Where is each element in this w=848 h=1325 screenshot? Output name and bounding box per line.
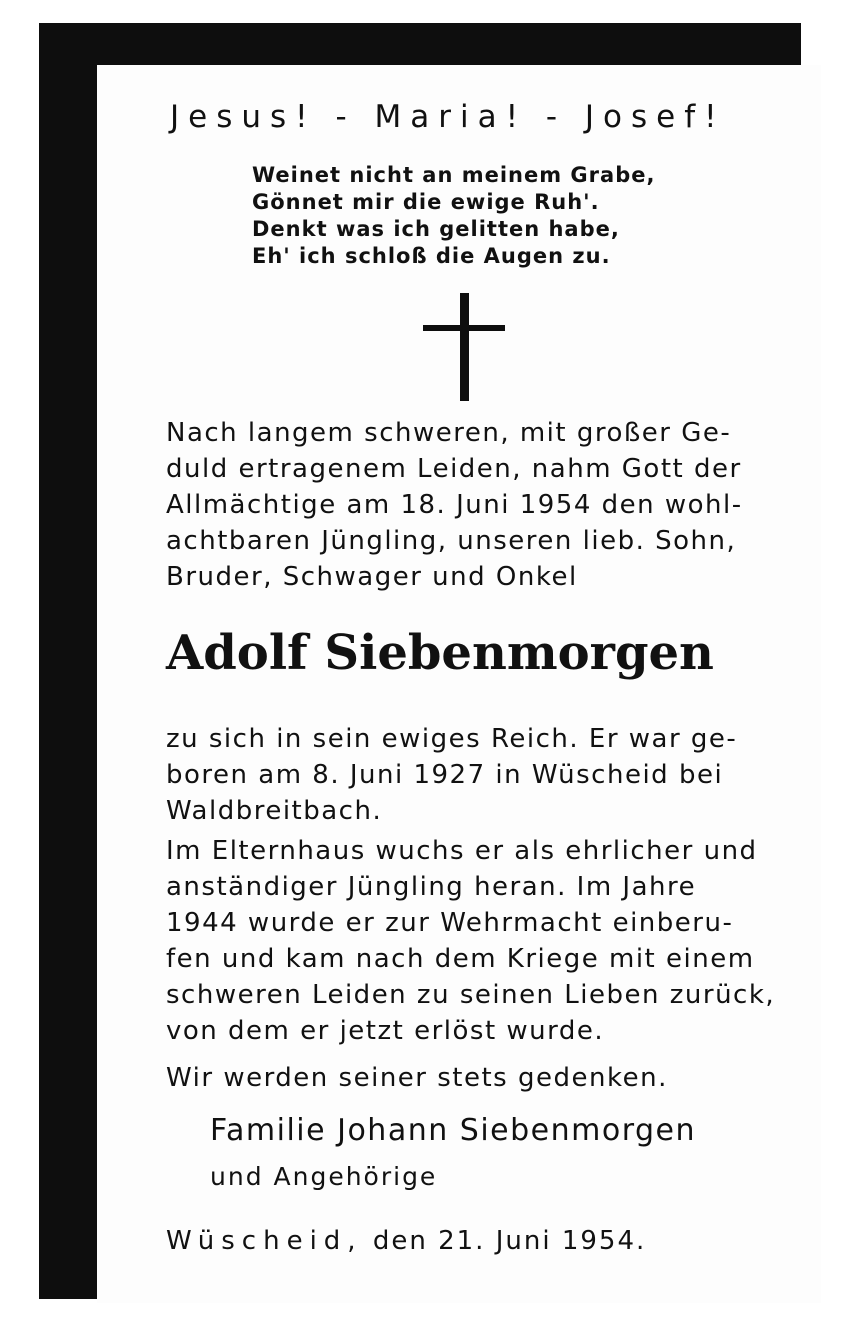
memorial-verse [252, 162, 655, 270]
place-date-line [166, 1223, 646, 1259]
text-line: von dem er jetzt erlöst wurde. [166, 1016, 605, 1046]
text-line: fen und kam nach dem Kriege mit einem [166, 944, 755, 974]
place-name: Wüscheid, [166, 1226, 363, 1256]
verse-line: Gönnet mir die ewige Ruh'. [252, 190, 600, 214]
signer-relatives: und Angehörige [210, 1162, 438, 1191]
text-line: boren am 8. Juni 1927 in Wüscheid bei [166, 760, 724, 790]
text-line: 1944 wurde er zur Wehrmacht einberu- [166, 908, 734, 938]
invocation-heading: Jesus! - Maria! - Josef! [170, 99, 726, 135]
cross-horizontal-bar [423, 325, 505, 331]
text-line: Allmächtige am 18. Juni 1954 den wohl- [166, 490, 743, 520]
deceased-name: Adolf Siebenmorgen [166, 625, 714, 681]
verse-line: Denkt was ich gelitten habe, [252, 217, 620, 241]
text-line: schweren Leiden zu seinen Lieben zurück, [166, 980, 776, 1010]
text-line: zu sich in sein ewiges Reich. Er war ge- [166, 724, 738, 754]
text-line: duld ertragenem Leiden, nahm Gott der [166, 454, 742, 484]
date-text: den 21. Juni 1954. [372, 1226, 647, 1256]
verse-line: Weinet nicht an meinem Grabe, [252, 163, 656, 187]
mourning-border [39, 23, 801, 1299]
text-line: anständiger Jüngling heran. Im Jahre [166, 872, 697, 902]
closing-line: Wir werden seiner stets gedenken. [166, 1063, 668, 1093]
text-line: Waldbreitbach. [166, 796, 383, 826]
text-line: Im Elternhaus wuchs er als ehrlicher und [166, 836, 758, 866]
signer-family: Familie Johann Siebenmorgen [210, 1113, 697, 1148]
death-announcement-paragraph [166, 415, 816, 595]
cross-vertical-bar [460, 293, 469, 401]
text-line: achtbaren Jüngling, unseren lieb. Sohn, [166, 526, 737, 556]
memorial-card [97, 65, 821, 1303]
text-line: Nach langem schweren, mit großer Ge- [166, 418, 732, 448]
text-line: Bruder, Schwager und Onkel [166, 562, 578, 592]
birth-paragraph [166, 721, 816, 829]
verse-line: Eh' ich schloß die Augen zu. [252, 244, 611, 268]
life-paragraph [166, 833, 816, 1049]
